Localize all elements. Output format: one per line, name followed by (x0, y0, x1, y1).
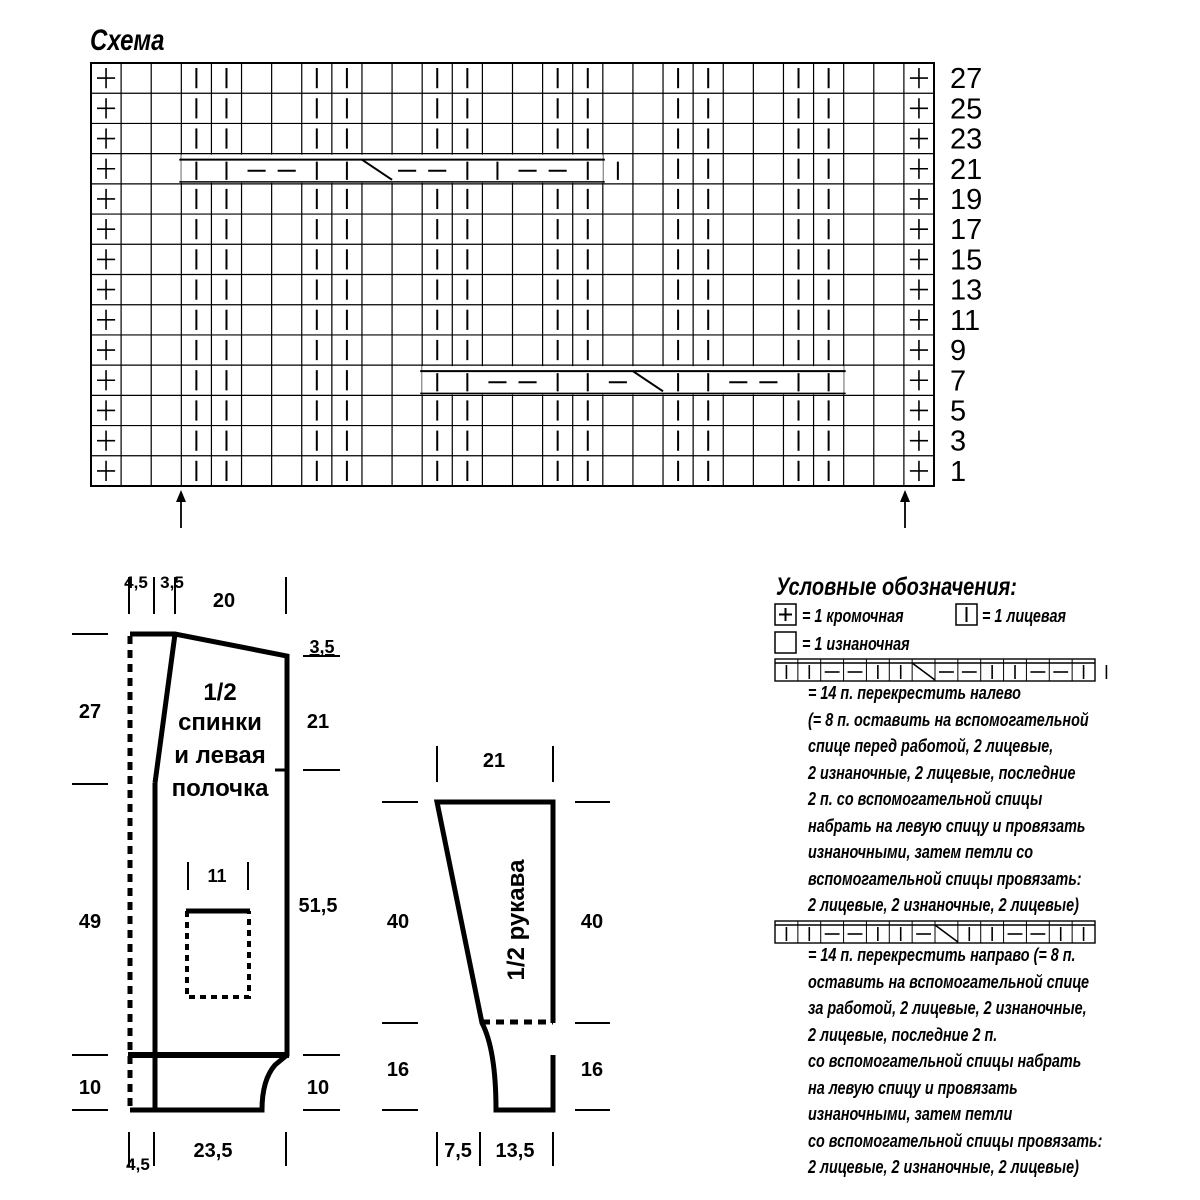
row-number: 21 (950, 153, 983, 186)
legend-cable-right-line: = 14 п. перекрестить направо (= 8 п. (808, 945, 1076, 965)
legend-cable-right-line: за работой, 2 лицевые, 2 изнаночные, (808, 998, 1087, 1018)
back-label-line-3: и левая (174, 742, 266, 769)
row-number: 19 (950, 183, 983, 216)
back-label-line-2: спинки (178, 709, 262, 736)
legend-cable-right-line: со вспомогательной спицы провязать: (808, 1130, 1103, 1151)
legend-cable-left-line: 2 лицевые, 2 изнаночные, 2 лицевые) (808, 895, 1079, 915)
sleeve-dim-bottom-b: 13,5 (495, 1140, 535, 1162)
legend-cable-right-line: со вспомогательной спицы набрать (808, 1051, 1082, 1071)
dim-bottom-b: 23,5 (193, 1140, 233, 1162)
back-label-line-4: полочка (171, 775, 269, 802)
center-front-line (155, 634, 175, 783)
sleeve-dim-left-main: 40 (386, 911, 410, 933)
legend-cable-right-line: 2 лицевые, последние 2 п. (808, 1024, 998, 1045)
legend-cable-left-line: (= 8 п. оставить на вспомогательной (808, 709, 1089, 730)
dim-right-main: 51,5 (298, 895, 338, 917)
row-number: 17 (950, 214, 983, 247)
legend-cable-left-line: = 14 п. перекрестить налево (808, 683, 1021, 703)
legend-cable-right-line: 2 лицевые, 2 изнаночные, 2 лицевые) (808, 1157, 1079, 1177)
sleeve-dim-top: 21 (482, 750, 506, 772)
row-number: 3 (950, 425, 967, 458)
row-number: 9 (950, 335, 967, 368)
dim-pocket: 11 (207, 866, 227, 886)
row-number: 13 (950, 274, 983, 307)
dim-top-a: 4,5 (124, 573, 148, 592)
legend-cable-right-line: оставить на вспомогательной спице (808, 971, 1090, 992)
sleeve-outline (437, 802, 553, 1110)
sleeve-dim-left-bottom: 16 (386, 1059, 410, 1081)
back-label-line-1: 1/2 (203, 679, 237, 706)
row-number: 11 (950, 304, 981, 337)
legend-cable-right-line: изнаночными, затем петли (808, 1104, 1013, 1124)
dim-top-b: 3,5 (160, 573, 184, 592)
legend-cable-left-line: вспомогательной спицы провязать: (808, 868, 1082, 889)
row-number: 25 (950, 93, 983, 126)
row-number: 7 (950, 365, 967, 398)
dim-top-c: 20 (212, 590, 236, 612)
row-number: 23 (950, 123, 983, 156)
repeat-marker-arrowhead (176, 490, 186, 502)
sleeve-dim-right-main: 40 (580, 911, 604, 933)
legend-cable-right-symbol (775, 921, 1095, 943)
repeat-markers (176, 490, 910, 528)
legend-purl-label: = 1 изнаночная (802, 634, 910, 654)
legend-cable-left-line: 2 п. со вспомогательной спицы (808, 789, 1043, 809)
back-front-labels (79, 573, 338, 1174)
repeat-marker-arrowhead (900, 490, 910, 502)
row-number-column (950, 63, 982, 488)
row-number: 27 (950, 63, 983, 96)
chart-title: Схема (90, 24, 165, 57)
legend-purl-box (775, 632, 796, 653)
legend-cable-left-line: 2 изнаночные, 2 лицевые, последние (808, 762, 1076, 783)
legend-cable-cross (912, 663, 935, 680)
dim-left-mid: 49 (78, 911, 102, 933)
sleeve-label: 1/2 рукава (503, 859, 530, 981)
row-number: 5 (950, 395, 967, 428)
row-number: 1 (950, 455, 967, 488)
stitch-chart-grid (91, 63, 934, 486)
sleeve-dim-right-bottom: 16 (580, 1059, 604, 1081)
dim-right-top: 3,5 (309, 637, 335, 657)
legend-cable-left-line: спице перед работой, 2 лицевые, (808, 736, 1054, 756)
legend-knit-label: = 1 лицевая (982, 606, 1066, 626)
sleeve-pattern (382, 746, 610, 1166)
legend-cable-cross (935, 925, 958, 942)
sleeve-dim-bottom-a: 7,5 (444, 1140, 472, 1162)
back-front-pattern (72, 577, 340, 1166)
legend-cable-left-line: набрать на левую спицу и провязать (808, 815, 1086, 836)
dim-left-bottom: 10 (78, 1077, 102, 1099)
legend-cable-right-line: на левую спицу и провязать (808, 1077, 1018, 1098)
legend-cable-left-symbol (775, 659, 1106, 681)
dim-bottom-a: 4,5 (126, 1155, 150, 1174)
row-number: 15 (950, 244, 983, 277)
dim-left-top: 27 (78, 701, 102, 723)
legend-cable-left-line: изнаночными, затем петли со (808, 842, 1034, 862)
dim-right-mid: 21 (306, 711, 330, 733)
legend-edge-label: = 1 кромочная (802, 606, 904, 626)
pocket-dashed (187, 911, 249, 997)
legend-title: Условные обозначения: (776, 573, 1017, 601)
dim-right-bottom: 10 (306, 1077, 330, 1099)
